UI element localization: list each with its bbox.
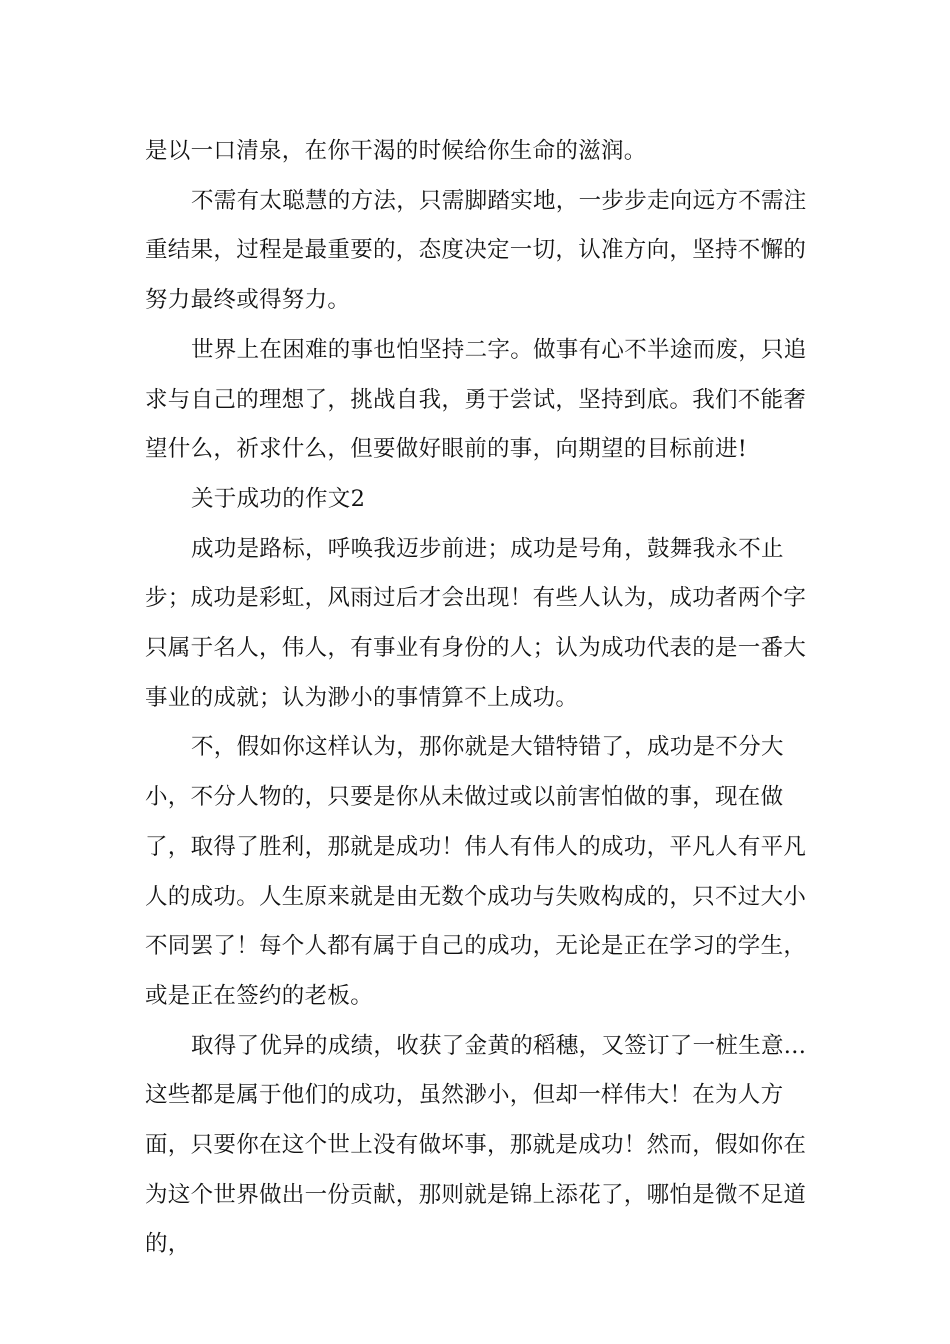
paragraph: 成功是路标，呼唤我迈步前进；成功是号角，鼓舞我永不止步；成功是彩虹，风雨过后才会出现！有些人认为，成功者两个字只属于名人，伟人，有事业有身份的人；认为成功代表的是一番大事业的成就；认为渺小的事情算不上成功。 [145, 535, 807, 711]
paragraph: 不需有太聪慧的方法，只需脚踏实地，一步步走向远方不需注重结果，过程是最重要的，态度决定一切，认准方向，坚持不懈的努力最终或得努力。 [145, 187, 807, 314]
paragraph: 不，假如你这样认为，那你就是大错特错了，成功是不分大小，不分人物的，只要是你从未做过或以前害怕做的事，现在做了，取得了胜利，那就是成功！伟人有伟人的成功，平凡人有平凡人的成功。人生原来就是由无数个成功与失败构成的，只不过大小不同罢了！每个人都有属于自己的成功，无论是正在学习的学生，或是正在签约的老板。 [145, 734, 807, 1009]
paragraph-continuation: 是以一口清泉，在你干渴的时候给你生命的滋润。 [145, 138, 647, 164]
paragraph: 取得了优异的成绩，收获了金黄的稻穗，又签订了一桩生意...这些都是属于他们的成功，虽然渺小，但却一样伟大！在为人方面，只要你在这个世上没有做坏事，那就是成功！然而，假如你在为这个世界做出一份贡献，那则就是锦上添花了，哪怕是微不足道的， [145, 1032, 807, 1258]
section-heading: 关于成功的作文2 [191, 485, 366, 512]
document-body [145, 127, 810, 1270]
paragraph: 世界上在困难的事也怕坚持二字。做事有心不半途而废，只追求与自己的理想了，挑战自我，勇于尝试，坚持到底。我们不能奢望什么，祈求什么，但要做好眼前的事，向期望的目标前进! [145, 336, 807, 463]
